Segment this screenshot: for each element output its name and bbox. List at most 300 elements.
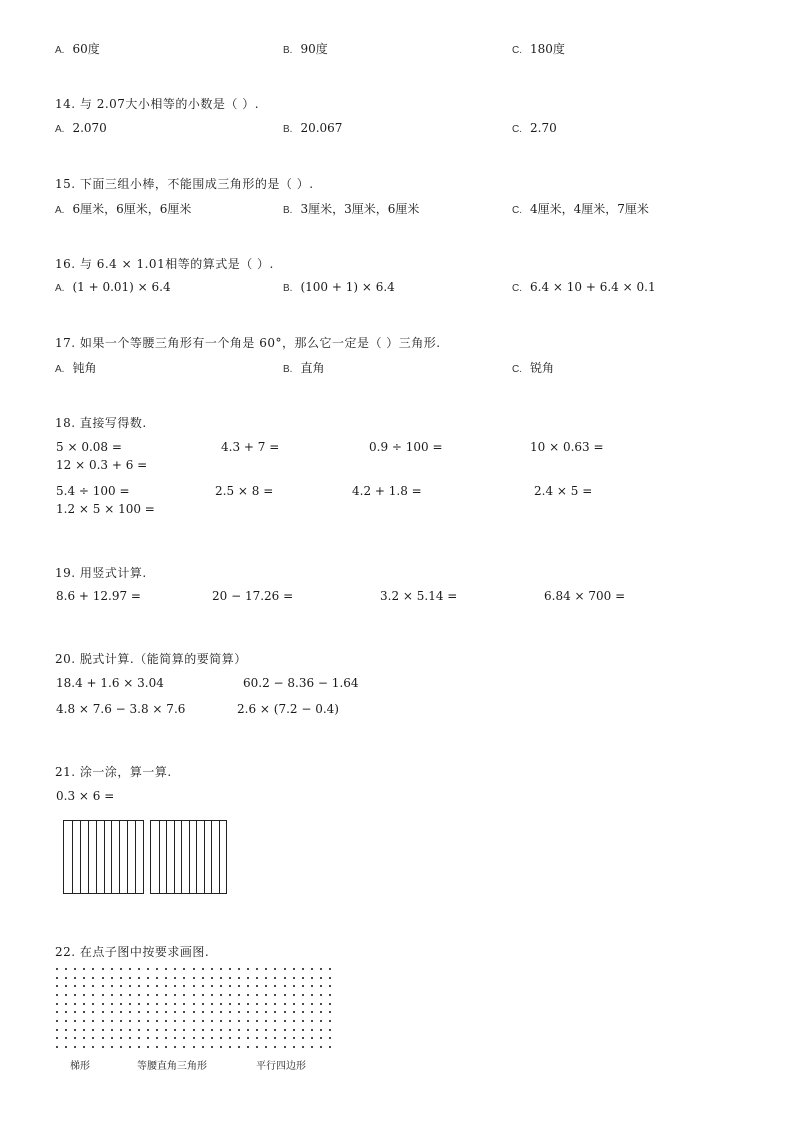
grid-dot bbox=[138, 1046, 140, 1048]
grid-dot bbox=[120, 977, 122, 979]
grid-dot bbox=[92, 1003, 94, 1005]
grid-dot bbox=[147, 1003, 149, 1005]
q18-item: 4.3 + 7 = bbox=[221, 440, 280, 454]
grid-dot bbox=[83, 1037, 85, 1039]
stripe-line bbox=[189, 821, 190, 893]
grid-dot bbox=[311, 1037, 313, 1039]
grid-dot bbox=[56, 968, 58, 970]
grid-dot bbox=[156, 968, 158, 970]
grid-dot bbox=[302, 1020, 304, 1022]
grid-dot bbox=[274, 968, 276, 970]
grid-dot bbox=[138, 977, 140, 979]
grid-dot bbox=[156, 1037, 158, 1039]
grid-dot bbox=[238, 1011, 240, 1013]
grid-dot bbox=[65, 968, 67, 970]
grid-dot bbox=[193, 994, 195, 996]
grid-dot bbox=[138, 985, 140, 987]
q18-item: 2.5 × 8 = bbox=[215, 484, 274, 498]
grid-dot bbox=[229, 1003, 231, 1005]
grid-dot bbox=[120, 1011, 122, 1013]
q19-item: 8.6 + 12.97 = bbox=[56, 589, 141, 603]
grid-dot bbox=[138, 1003, 140, 1005]
grid-dot bbox=[229, 1037, 231, 1039]
grid-dot bbox=[302, 977, 304, 979]
grid-dot bbox=[129, 968, 131, 970]
grid-dot bbox=[220, 1037, 222, 1039]
grid-dot bbox=[238, 1046, 240, 1048]
grid-dot bbox=[202, 1037, 204, 1039]
grid-dot bbox=[102, 1037, 104, 1039]
grid-dot bbox=[102, 1029, 104, 1031]
grid-dot bbox=[302, 1003, 304, 1005]
grid-dot bbox=[120, 994, 122, 996]
option-text: 60度 bbox=[72, 42, 100, 56]
grid-dot bbox=[265, 1029, 267, 1031]
grid-dot bbox=[92, 1029, 94, 1031]
grid-dot bbox=[102, 977, 104, 979]
grid-dot bbox=[147, 985, 149, 987]
grid-dot bbox=[83, 1020, 85, 1022]
grid-dot bbox=[211, 968, 213, 970]
grid-dot bbox=[302, 1011, 304, 1013]
grid-dot bbox=[293, 1046, 295, 1048]
q18-item: 2.4 × 5 = bbox=[534, 484, 593, 498]
grid-dot bbox=[65, 1003, 67, 1005]
q16-stem: 16. 与 6.4 × 1.01相等的算式是（ ）. bbox=[55, 257, 274, 271]
grid-dot bbox=[247, 1020, 249, 1022]
option-text: 20.067 bbox=[300, 121, 343, 135]
grid-dot bbox=[311, 985, 313, 987]
q18-item: 12 × 0.3 + 6 = bbox=[56, 458, 148, 472]
grid-dot bbox=[92, 1046, 94, 1048]
grid-dot bbox=[147, 1029, 149, 1031]
stripe-line bbox=[88, 821, 89, 893]
option-text: (100 + 1) × 6.4 bbox=[300, 280, 395, 294]
grid-dot bbox=[256, 985, 258, 987]
grid-dot bbox=[83, 994, 85, 996]
grid-dot bbox=[111, 1020, 113, 1022]
grid-dot bbox=[274, 1011, 276, 1013]
grid-dot bbox=[165, 1020, 167, 1022]
grid-dot bbox=[156, 1029, 158, 1031]
grid-dot bbox=[238, 1020, 240, 1022]
grid-dot bbox=[138, 1029, 140, 1031]
grid-dot bbox=[211, 1029, 213, 1031]
grid-dot bbox=[311, 968, 313, 970]
grid-dot bbox=[211, 985, 213, 987]
q18-item: 4.2 + 1.8 = bbox=[352, 484, 422, 498]
grid-dot bbox=[147, 1011, 149, 1013]
grid-dot bbox=[311, 994, 313, 996]
grid-dot bbox=[83, 1029, 85, 1031]
dot-grid-label: 平行四边形 bbox=[256, 1061, 306, 1072]
grid-dot bbox=[165, 1029, 167, 1031]
grid-dot bbox=[83, 968, 85, 970]
grid-dot bbox=[265, 1011, 267, 1013]
grid-dot bbox=[111, 1003, 113, 1005]
grid-dot bbox=[147, 1037, 149, 1039]
grid-dot bbox=[83, 1011, 85, 1013]
grid-dot bbox=[56, 1003, 58, 1005]
grid-dot bbox=[256, 968, 258, 970]
option-letter: B. bbox=[283, 45, 293, 56]
grid-dot bbox=[247, 1029, 249, 1031]
grid-dot bbox=[293, 977, 295, 979]
q19-stem: 19. 用竖式计算. bbox=[55, 566, 147, 580]
q20-stem: 20. 脱式计算.（能简算的要简算） bbox=[55, 652, 247, 666]
grid-dot bbox=[265, 994, 267, 996]
grid-dot bbox=[220, 1011, 222, 1013]
grid-dot bbox=[220, 994, 222, 996]
grid-dot bbox=[211, 1037, 213, 1039]
grid-dot bbox=[284, 1020, 286, 1022]
grid-dot bbox=[74, 1020, 76, 1022]
option-text: 直角 bbox=[300, 361, 325, 375]
grid-dot bbox=[211, 1003, 213, 1005]
q15-option-c bbox=[512, 200, 649, 217]
grid-dot bbox=[284, 1046, 286, 1048]
grid-dot bbox=[193, 1011, 195, 1013]
grid-dot bbox=[220, 1029, 222, 1031]
grid-dot bbox=[256, 1003, 258, 1005]
grid-dot bbox=[320, 985, 322, 987]
grid-dot bbox=[138, 968, 140, 970]
grid-dot bbox=[102, 1046, 104, 1048]
grid-dot bbox=[156, 977, 158, 979]
stripe-line bbox=[80, 821, 81, 893]
grid-dot bbox=[138, 1020, 140, 1022]
grid-dot bbox=[102, 1020, 104, 1022]
grid-dot bbox=[193, 1020, 195, 1022]
q14-option-b bbox=[283, 121, 342, 135]
grid-dot bbox=[129, 1046, 131, 1048]
grid-dot bbox=[193, 985, 195, 987]
grid-dot bbox=[174, 1046, 176, 1048]
grid-dot bbox=[265, 1046, 267, 1048]
grid-dot bbox=[65, 1046, 67, 1048]
grid-dot bbox=[311, 1003, 313, 1005]
grid-dot bbox=[238, 977, 240, 979]
grid-dot bbox=[293, 985, 295, 987]
grid-dot bbox=[193, 968, 195, 970]
grid-dot bbox=[156, 1003, 158, 1005]
grid-dot bbox=[74, 977, 76, 979]
grid-dot bbox=[183, 1003, 185, 1005]
grid-dot bbox=[256, 1046, 258, 1048]
grid-dot bbox=[156, 994, 158, 996]
grid-dot bbox=[238, 1003, 240, 1005]
option-letter: A. bbox=[55, 205, 65, 216]
grid-dot bbox=[174, 977, 176, 979]
grid-dot bbox=[311, 977, 313, 979]
grid-dot bbox=[74, 1029, 76, 1031]
grid-dot bbox=[74, 994, 76, 996]
grid-dot bbox=[56, 1037, 58, 1039]
grid-dot bbox=[202, 968, 204, 970]
grid-dot bbox=[220, 1020, 222, 1022]
option-text: 锐角 bbox=[530, 361, 555, 375]
grid-dot bbox=[174, 968, 176, 970]
grid-dot bbox=[247, 968, 249, 970]
grid-dot bbox=[147, 968, 149, 970]
grid-dot bbox=[56, 1020, 58, 1022]
grid-dot bbox=[120, 1003, 122, 1005]
grid-dot bbox=[120, 985, 122, 987]
q20-item: 4.8 × 7.6 − 3.8 × 7.6 bbox=[56, 702, 186, 716]
grid-dot bbox=[329, 1020, 331, 1022]
dot-grid-label: 等腰直角三角形 bbox=[137, 1061, 207, 1072]
grid-dot bbox=[284, 968, 286, 970]
option-letter: C. bbox=[512, 205, 522, 216]
grid-dot bbox=[111, 985, 113, 987]
grid-dot bbox=[74, 1011, 76, 1013]
grid-dot bbox=[111, 1037, 113, 1039]
grid-dot bbox=[111, 1011, 113, 1013]
grid-dot bbox=[211, 1020, 213, 1022]
grid-dot bbox=[74, 985, 76, 987]
grid-dot bbox=[56, 1029, 58, 1031]
q17-stem: 17. 如果一个等腰三角形有一个角是 60°，那么它一定是（ ）三角形. bbox=[55, 336, 441, 350]
grid-dot bbox=[65, 1020, 67, 1022]
grid-dot bbox=[320, 1003, 322, 1005]
grid-dot bbox=[202, 994, 204, 996]
grid-dot bbox=[220, 977, 222, 979]
grid-dot bbox=[65, 1037, 67, 1039]
grid-dot bbox=[229, 1029, 231, 1031]
stripe-line bbox=[96, 821, 97, 893]
grid-dot bbox=[74, 1046, 76, 1048]
q18-item: 1.2 × 5 × 100 = bbox=[56, 502, 155, 516]
grid-dot bbox=[56, 977, 58, 979]
grid-dot bbox=[329, 1037, 331, 1039]
option-text: 2.70 bbox=[530, 121, 557, 135]
grid-dot bbox=[56, 994, 58, 996]
grid-dot bbox=[102, 1011, 104, 1013]
grid-dot bbox=[274, 977, 276, 979]
stripe-line bbox=[119, 821, 120, 893]
grid-dot bbox=[202, 1029, 204, 1031]
option-letter: A. bbox=[55, 45, 65, 56]
grid-dot bbox=[129, 1020, 131, 1022]
q22-stem: 22. 在点子图中按要求画图. bbox=[55, 945, 210, 959]
grid-dot bbox=[111, 1046, 113, 1048]
grid-dot bbox=[156, 1011, 158, 1013]
grid-dot bbox=[229, 1046, 231, 1048]
grid-dot bbox=[256, 977, 258, 979]
grid-dot bbox=[293, 1003, 295, 1005]
option-letter: B. bbox=[283, 283, 293, 294]
grid-dot bbox=[220, 1003, 222, 1005]
stripe-line bbox=[181, 821, 182, 893]
q18-item: 0.9 ÷ 100 = bbox=[369, 440, 443, 454]
grid-dot bbox=[284, 1029, 286, 1031]
grid-dot bbox=[183, 994, 185, 996]
stripe-line bbox=[159, 821, 160, 893]
grid-dot bbox=[174, 1037, 176, 1039]
q13-option-b bbox=[283, 40, 328, 57]
grid-dot bbox=[193, 1046, 195, 1048]
q15-option-a bbox=[55, 200, 191, 217]
grid-dot bbox=[284, 977, 286, 979]
option-letter: A. bbox=[55, 124, 65, 135]
grid-dot bbox=[293, 1029, 295, 1031]
grid-dot bbox=[138, 1011, 140, 1013]
q17-option-a bbox=[55, 359, 96, 376]
grid-dot bbox=[165, 985, 167, 987]
grid-dot bbox=[229, 968, 231, 970]
grid-dot bbox=[138, 994, 140, 996]
q16-option-b bbox=[283, 280, 395, 294]
grid-dot bbox=[102, 1003, 104, 1005]
option-text: 90度 bbox=[300, 42, 328, 56]
grid-dot bbox=[56, 1046, 58, 1048]
striped-square-1 bbox=[63, 820, 144, 894]
grid-dot bbox=[274, 1037, 276, 1039]
grid-dot bbox=[302, 1037, 304, 1039]
option-text: (1 + 0.01) × 6.4 bbox=[72, 280, 171, 294]
grid-dot bbox=[147, 1020, 149, 1022]
stripe-line bbox=[127, 821, 128, 893]
grid-dot bbox=[193, 1003, 195, 1005]
grid-dot bbox=[56, 985, 58, 987]
grid-dot bbox=[293, 994, 295, 996]
grid-dot bbox=[284, 1003, 286, 1005]
grid-dot bbox=[65, 1011, 67, 1013]
grid-dot bbox=[56, 1011, 58, 1013]
q13-option-a bbox=[55, 40, 100, 57]
grid-dot bbox=[302, 968, 304, 970]
grid-dot bbox=[229, 977, 231, 979]
grid-dot bbox=[174, 994, 176, 996]
grid-dot bbox=[174, 1003, 176, 1005]
grid-dot bbox=[265, 985, 267, 987]
grid-dot bbox=[120, 1046, 122, 1048]
grid-dot bbox=[329, 985, 331, 987]
grid-dot bbox=[120, 968, 122, 970]
grid-dot bbox=[156, 1020, 158, 1022]
grid-dot bbox=[102, 968, 104, 970]
grid-dot bbox=[165, 1003, 167, 1005]
grid-dot bbox=[111, 1029, 113, 1031]
grid-dot bbox=[174, 1011, 176, 1013]
grid-dot bbox=[92, 994, 94, 996]
q18-item: 5.4 ÷ 100 = bbox=[56, 484, 130, 498]
grid-dot bbox=[165, 1037, 167, 1039]
option-text: 6.4 × 10 + 6.4 × 0.1 bbox=[530, 280, 656, 294]
grid-dot bbox=[92, 1011, 94, 1013]
grid-dot bbox=[74, 1003, 76, 1005]
grid-dot bbox=[147, 1046, 149, 1048]
option-letter: C. bbox=[512, 283, 522, 294]
grid-dot bbox=[147, 994, 149, 996]
option-letter: C. bbox=[512, 124, 522, 135]
grid-dot bbox=[193, 1029, 195, 1031]
grid-dot bbox=[329, 968, 331, 970]
grid-dot bbox=[274, 994, 276, 996]
grid-dot bbox=[293, 1011, 295, 1013]
grid-dot bbox=[74, 1037, 76, 1039]
dot-grid-label: 梯形 bbox=[70, 1061, 90, 1072]
grid-dot bbox=[202, 985, 204, 987]
grid-dot bbox=[111, 968, 113, 970]
q15-stem: 15. 下面三组小棒，不能围成三角形的是（ ）. bbox=[55, 177, 314, 191]
q17-option-c bbox=[512, 359, 554, 376]
grid-dot bbox=[256, 1011, 258, 1013]
grid-dot bbox=[274, 1046, 276, 1048]
grid-dot bbox=[311, 1046, 313, 1048]
grid-dot bbox=[220, 985, 222, 987]
grid-dot bbox=[320, 994, 322, 996]
grid-dot bbox=[302, 1029, 304, 1031]
grid-dot bbox=[129, 1003, 131, 1005]
option-letter: C. bbox=[512, 45, 522, 56]
stripe-line bbox=[111, 821, 112, 893]
grid-dot bbox=[183, 977, 185, 979]
grid-dot bbox=[274, 985, 276, 987]
grid-dot bbox=[284, 994, 286, 996]
grid-dot bbox=[238, 985, 240, 987]
q18-item: 5 × 0.08 = bbox=[56, 440, 122, 454]
grid-dot bbox=[247, 1003, 249, 1005]
grid-dot bbox=[256, 1020, 258, 1022]
grid-dot bbox=[320, 977, 322, 979]
grid-dot bbox=[120, 1020, 122, 1022]
grid-dot bbox=[83, 985, 85, 987]
grid-dot bbox=[165, 994, 167, 996]
option-letter: C. bbox=[512, 364, 522, 375]
grid-dot bbox=[229, 1020, 231, 1022]
grid-dot bbox=[311, 1020, 313, 1022]
grid-dot bbox=[83, 977, 85, 979]
stripe-line bbox=[211, 821, 212, 893]
stripe-line bbox=[72, 821, 73, 893]
grid-dot bbox=[202, 1011, 204, 1013]
grid-dot bbox=[274, 1020, 276, 1022]
grid-dot bbox=[302, 1046, 304, 1048]
q16-option-c bbox=[512, 280, 656, 294]
q21-expr: 0.3 × 6 = bbox=[56, 789, 115, 803]
grid-dot bbox=[247, 1011, 249, 1013]
grid-dot bbox=[247, 1037, 249, 1039]
q19-item: 20 − 17.26 = bbox=[212, 589, 294, 603]
grid-dot bbox=[65, 994, 67, 996]
grid-dot bbox=[174, 985, 176, 987]
grid-dot bbox=[174, 1020, 176, 1022]
q21-stem: 21. 涂一涂，算一算. bbox=[55, 765, 172, 779]
grid-dot bbox=[120, 1037, 122, 1039]
stripe-line bbox=[204, 821, 205, 893]
q14-stem: 14. 与 2.07大小相等的小数是（ ）. bbox=[55, 97, 260, 111]
q19-item: 3.2 × 5.14 = bbox=[380, 589, 458, 603]
grid-dot bbox=[83, 1003, 85, 1005]
grid-dot bbox=[92, 977, 94, 979]
grid-dot bbox=[165, 1011, 167, 1013]
grid-dot bbox=[320, 1029, 322, 1031]
grid-dot bbox=[329, 1046, 331, 1048]
option-letter: B. bbox=[283, 364, 293, 375]
grid-dot bbox=[183, 1029, 185, 1031]
grid-dot bbox=[193, 1037, 195, 1039]
grid-dot bbox=[183, 1011, 185, 1013]
stripe-line bbox=[135, 821, 136, 893]
grid-dot bbox=[65, 1029, 67, 1031]
grid-dot bbox=[329, 1029, 331, 1031]
option-letter: B. bbox=[283, 205, 293, 216]
grid-dot bbox=[265, 1003, 267, 1005]
grid-dot bbox=[247, 977, 249, 979]
grid-dot bbox=[329, 994, 331, 996]
grid-dot bbox=[129, 1011, 131, 1013]
